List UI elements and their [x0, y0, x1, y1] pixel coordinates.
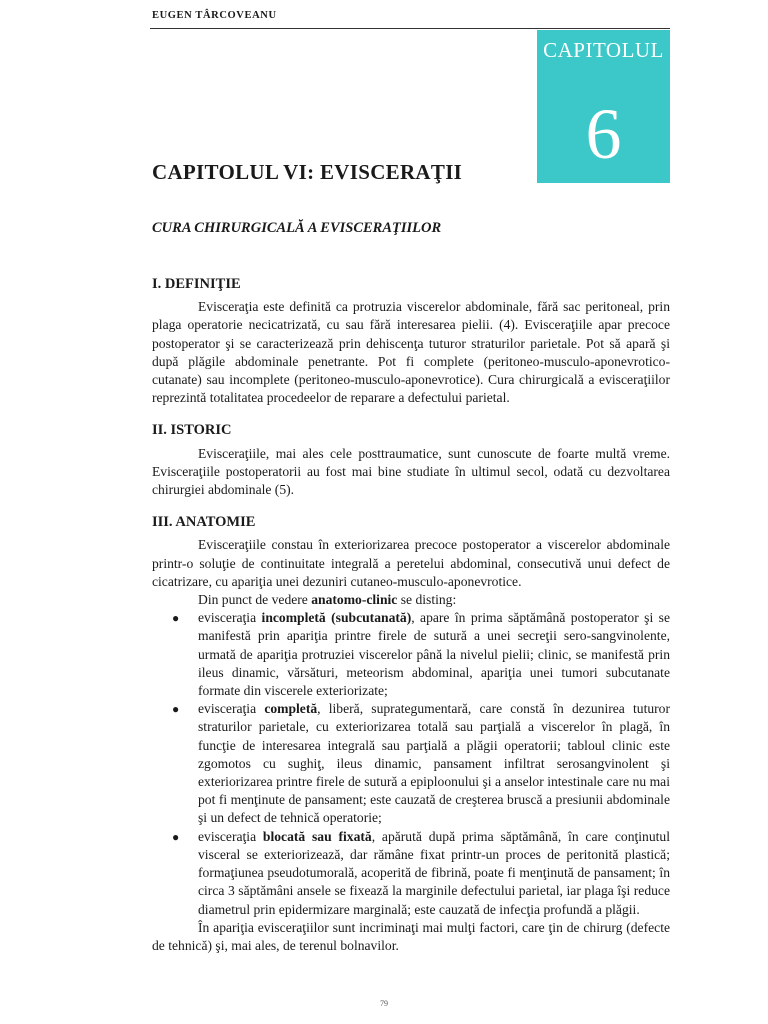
- text-run: , liberă, suprategumentară, care constă în dezunirea tuturor straturilor parietale, cu exteriorizarea totală sau parţială a viscerelor în plagă, în funcţie de interesarea integrală sau parţială a plăgii operatorii; tabloul clinic este zgomotos cu sughiţ, ileus dinamic, pansament infiltrat serosangvinolent şi exteriorizarea printre firele de sutură a epiploonului şi a anselor intestinale care nu mai pot fi menţinute de pansament; este cauzată de creşterea bruscă a presiunii abdominale şi un defect de tehnică operatorie;: [198, 701, 671, 826]
- paragraph-definitie: Evisceraţia este definită ca protruzia viscerelor abdominale, fără sac peritoneal, prin plaga operatorie necicatrizată, cu sau fără interesarea pielii. (4). Evisceraţiile apar precoce postoperator şi se caracterizează prin dehiscenţa tuturor straturilor parietale. Pot să apară şi după plăgile abdominale penetrante. Pot fi complete (peritoneo-musculo-aponevrotico-cutanate) sau incomplete (peritoneo-musculo-aponevrotice). Cura chirurgicală a evisceraţiilor reprezintă totalitatea procedeelor de reparare a defectului parietal.: [152, 299, 670, 406]
- list-item: [152, 609, 670, 700]
- text-run: , apărută după prima săptămână, în care conţinutul visceral se exteriorizează, dar rămâne fixat printr-un proces de peritonită plastică; formaţiunea pseudotumorală, acoperită de fibrină, poate fi menţinută de pansament; în circa 3 săptămâni ansele se fixează la marginile defectului parietal, iar plaga îşi reduce diametrul prin epidermizare marginală; este cauzată de infecţia profundă a plăgii.: [198, 828, 670, 917]
- bullet-dot-icon: ●: [172, 829, 180, 844]
- bullet-dot-icon: ●: [172, 611, 180, 626]
- chapter-subtitle: CURA CHIRURGICALĂ A EVISCERAŢIILOR: [152, 220, 442, 236]
- chapter-box-label: CAPITOLUL: [543, 38, 664, 62]
- chapter-box-number: 6: [585, 94, 622, 174]
- header-rule: [150, 28, 670, 29]
- list-item: [152, 828, 670, 919]
- text-run: Din punct de vedere: [198, 592, 312, 608]
- bullet-dot-icon: ●: [172, 702, 180, 717]
- paragraph-anatomie-intro: Evisceraţiile constau în exteriorizarea precoce postoperator a viscerelor abdominale printr-o soluţie de continuitate integrală a peretelui abdominal, consecutivă unui defect de cicatrizare, cu apariţia unei dezuniri cutaneo-musculo-aponevrotice.: [152, 537, 670, 589]
- paragraph-istoric: Evisceraţiile, mai ales cele posttraumatice, sunt cunoscute de foarte multă vreme. Evisceraţiile postoperatorii au fost mai bine studiate în ultimul secol, odată cu dezvoltarea chirurgiei abdominale (5).: [152, 445, 670, 498]
- text-run: evisceraţia: [198, 828, 263, 844]
- page-number: 79: [380, 999, 388, 1008]
- paragraph-anatomie-distinguish: [152, 591, 670, 609]
- bold-term: completă: [264, 701, 318, 717]
- paragraph-anatomie-closing: În apariţia evisceraţiilor sunt incriminaţi mai mulţi factori, care ţin de chirurg (defecte de tehnică) şi, mai ales, de terenul bolnavilor.: [152, 919, 670, 953]
- section-heading-anatomie: III. ANATOMIE: [152, 514, 256, 531]
- section-heading-istoric: II. ISTORIC: [152, 422, 232, 439]
- list-item: [152, 700, 670, 827]
- bullet-list: [152, 609, 670, 918]
- text-run: se disting:: [397, 592, 457, 608]
- section-heading-definitie: I. DEFINIŢIE: [152, 276, 241, 292]
- text-run: evisceraţia: [198, 701, 265, 717]
- chapter-title: CAPITOLUL VI: EVISCERAŢII: [152, 160, 463, 184]
- running-header: EUGEN TÂRCOVEANU: [152, 10, 277, 21]
- bold-term: blocată sau fixată: [262, 828, 372, 844]
- text-run: evisceraţia: [198, 610, 262, 626]
- bold-term: anatomo-clinic: [311, 592, 398, 608]
- text-run: , apare în prima săptămână postoperator şi se manifestă prin apariţia printre firele de sutură a unei secreţii sero-sangvinolente, urmată de apariţia protruziei viscerelor până la nivelul pielii; clinic, se manifestă prin ileus dinamic, vărsături, meteorism abdominal, apariţia unei tumori subcutanate formate din viscerele exteriorizate;: [198, 610, 670, 699]
- main-content: [152, 275, 670, 955]
- bold-term: incompletă (subcutanată): [261, 610, 412, 626]
- chapter-box: [537, 30, 670, 183]
